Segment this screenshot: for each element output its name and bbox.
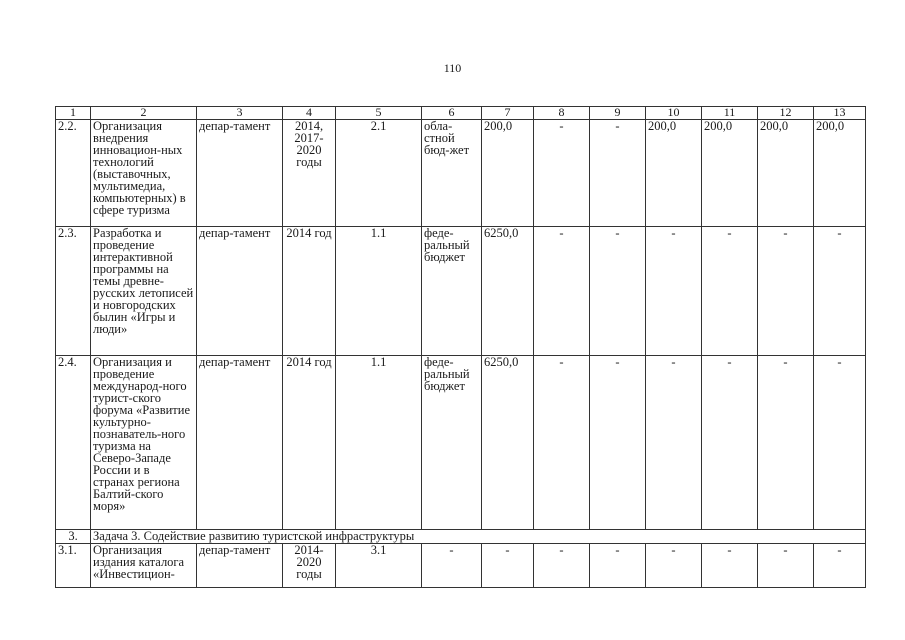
period: 2014 год xyxy=(283,356,336,530)
target-indicator: 1.1 xyxy=(336,356,422,530)
task-number: 3. xyxy=(56,530,91,544)
funding-source: - xyxy=(422,544,482,588)
header-cell: 13 xyxy=(814,107,866,120)
value-cell: - xyxy=(814,356,866,530)
value-cell: - xyxy=(814,227,866,356)
header-cell: 12 xyxy=(758,107,814,120)
value-cell: - xyxy=(590,544,646,588)
value-cell: - xyxy=(646,227,702,356)
row-number: 2.2. xyxy=(56,120,91,227)
executor: депар-тамент xyxy=(197,120,283,227)
value-cell: - xyxy=(646,356,702,530)
value-cell: - xyxy=(590,120,646,227)
row-number: 3.1. xyxy=(56,544,91,588)
header-cell: 4 xyxy=(283,107,336,120)
table-row xyxy=(56,120,866,227)
period: 2014 год xyxy=(283,227,336,356)
measure-name: Организация внедрения инновацион-ных технологий (выставочных, мультимедиа, компьютерных) в сфере туризма xyxy=(91,120,197,227)
value-cell: - xyxy=(590,227,646,356)
value-cell: - xyxy=(646,544,702,588)
target-indicator: 1.1 xyxy=(336,227,422,356)
measure-name: Разработка и проведение интерактивной программы на темы древне-русских летописей и новгородских былин «Игры и люди» xyxy=(91,227,197,356)
funding-source: обла-стной бюд-жет xyxy=(422,120,482,227)
table-row xyxy=(56,227,866,356)
value-cell: 200,0 xyxy=(646,120,702,227)
value-cell: 6250,0 xyxy=(482,356,534,530)
value-cell: - xyxy=(534,356,590,530)
program-table xyxy=(55,106,866,588)
header-cell: 8 xyxy=(534,107,590,120)
value-cell: - xyxy=(758,356,814,530)
value-cell: - xyxy=(758,544,814,588)
header-cell: 5 xyxy=(336,107,422,120)
executor: депар-тамент xyxy=(197,356,283,530)
value-cell: - xyxy=(534,120,590,227)
funding-source: феде-ральный бюджет xyxy=(422,227,482,356)
value-cell: - xyxy=(534,227,590,356)
executor: депар-тамент xyxy=(197,227,283,356)
value-cell: - xyxy=(702,227,758,356)
task-row xyxy=(56,530,866,544)
value-cell: 200,0 xyxy=(482,120,534,227)
table-row xyxy=(56,356,866,530)
header-cell: 6 xyxy=(422,107,482,120)
measure-name: Организация издания каталога «Инвестицион- xyxy=(91,544,197,588)
value-cell: 200,0 xyxy=(702,120,758,227)
executor: депар-тамент xyxy=(197,544,283,588)
target-indicator: 2.1 xyxy=(336,120,422,227)
header-cell: 10 xyxy=(646,107,702,120)
value-cell: - xyxy=(702,544,758,588)
value-cell: - xyxy=(482,544,534,588)
value-cell: - xyxy=(590,356,646,530)
header-cell: 9 xyxy=(590,107,646,120)
period: 2014-2020 годы xyxy=(283,544,336,588)
value-cell: 6250,0 xyxy=(482,227,534,356)
header-cell: 1 xyxy=(56,107,91,120)
page-number: 110 xyxy=(443,61,462,75)
header-cell: 11 xyxy=(702,107,758,120)
header-row xyxy=(56,107,866,120)
header-cell: 3 xyxy=(197,107,283,120)
value-cell: - xyxy=(702,356,758,530)
period: 2014, 2017-2020 годы xyxy=(283,120,336,227)
value-cell: 200,0 xyxy=(814,120,866,227)
header-cell: 2 xyxy=(91,107,197,120)
funding-source: феде-ральный бюджет xyxy=(422,356,482,530)
task-title: Задача 3. Содействие развитию туристской инфраструктуры xyxy=(91,530,866,544)
table-row xyxy=(56,544,866,588)
row-number: 2.3. xyxy=(56,227,91,356)
measure-name: Организация и проведение международ-ного турист-ского форума «Развитие культурно-познаватель-ного туризма на Северо-Западе России и в странах региона Балтий-ского моря» xyxy=(91,356,197,530)
header-cell: 7 xyxy=(482,107,534,120)
row-number: 2.4. xyxy=(56,356,91,530)
value-cell: - xyxy=(758,227,814,356)
value-cell: - xyxy=(534,544,590,588)
target-indicator: 3.1 xyxy=(336,544,422,588)
value-cell: - xyxy=(814,544,866,588)
value-cell: 200,0 xyxy=(758,120,814,227)
